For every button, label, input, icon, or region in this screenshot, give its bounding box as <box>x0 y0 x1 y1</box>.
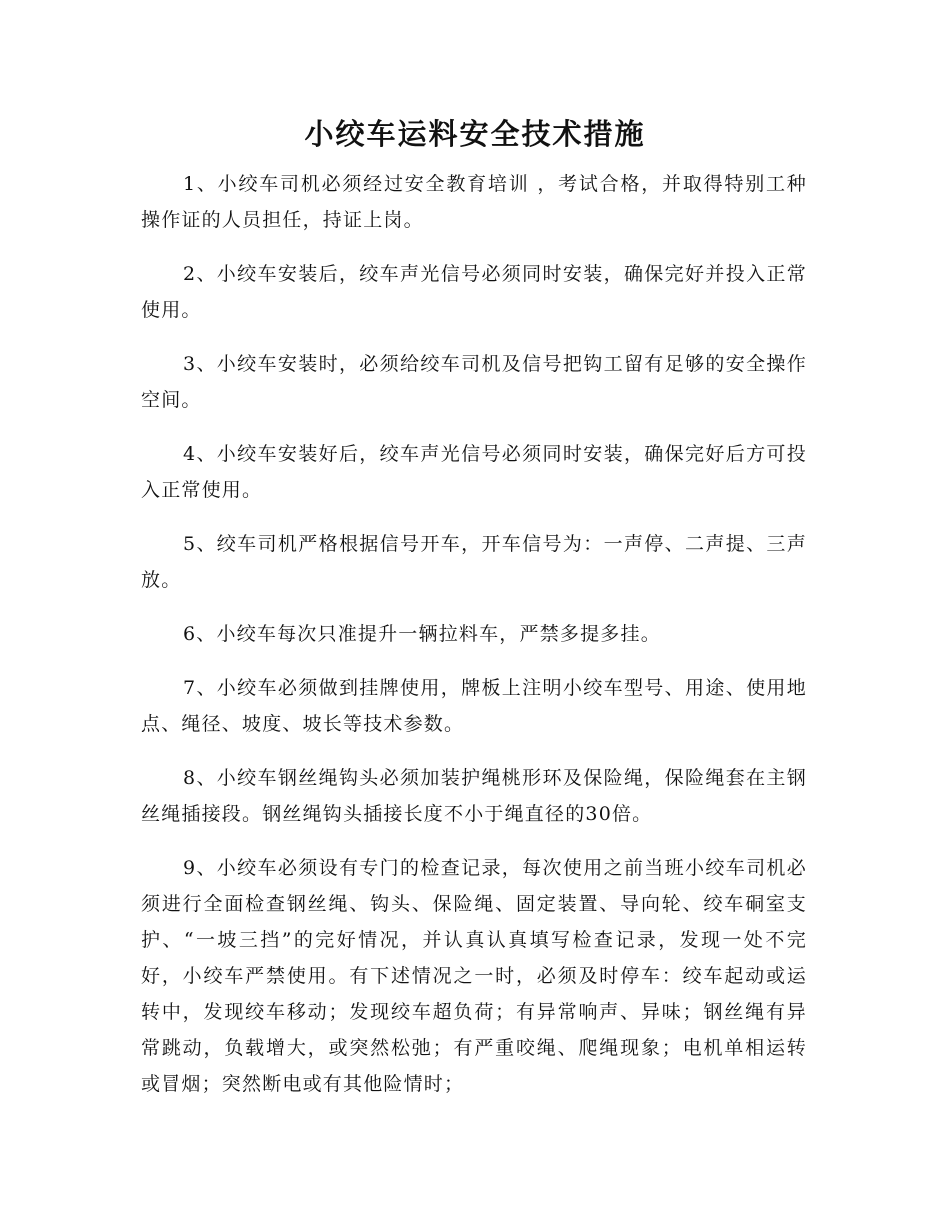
document-body <box>141 166 807 1120</box>
paragraph-2: 2、小绞车安装后，绞车声光信号必须同时安装，确保完好并投入正常使用。 <box>141 263 807 321</box>
paragraph-7: 7、小绞车必须做到挂牌使用，牌板上注明小绞车型号、用途、使用地点、绳径、坡度、坡长等技术参数。 <box>141 677 807 735</box>
paragraph-6: 6、小绞车每次只准提升一辆拉料车，严禁多提多挂。 <box>183 623 661 645</box>
paragraph-3: 3、小绞车安装时，必须给绞车司机及信号把钩工留有足够的安全操作空间。 <box>141 353 807 411</box>
paragraph-9: 9、小绞车必须设有专门的检查记录，每次使用之前当班小绞车司机必须进行全面检查钢丝绳、钩头、保险绳、固定装置、导向轮、绞车硐室支护、“一坡三挡”的完好情况，并认真认真填写检查记录，发现一处不完好，小绞车严禁使用。有下述情况之一时，必须及时停车：绞车起动或运转中，发现绞车移动；发现绞车超负荷；有异常响声、异味；钢丝绳有异常跳动，负载增大，或突然松弛；有严重咬绳、爬绳现象；电机单相运转或冒烟；突然断电或有其他险情时； <box>141 857 807 1095</box>
paragraph-8: 8、小绞车钢丝绳钩头必须加装护绳桃形环及保险绳，保险绳套在主钢丝绳插接段。钢丝绳钩头插接长度不小于绳直径的30倍。 <box>141 767 807 825</box>
paragraph-1: 1、小绞车司机必须经过安全教育培训 ，考试合格，并取得特别工种操作证的人员担任，持证上岗。 <box>141 173 807 231</box>
document-title: 小绞车运料安全技术措施 <box>304 117 646 151</box>
paragraph-4: 4、小绞车安装好后，绞车声光信号必须同时安装，确保完好后方可投入正常使用。 <box>141 443 807 501</box>
paragraph-5: 5、绞车司机严格根据信号开车，开车信号为：一声停、二声提、三声放。 <box>141 533 807 591</box>
